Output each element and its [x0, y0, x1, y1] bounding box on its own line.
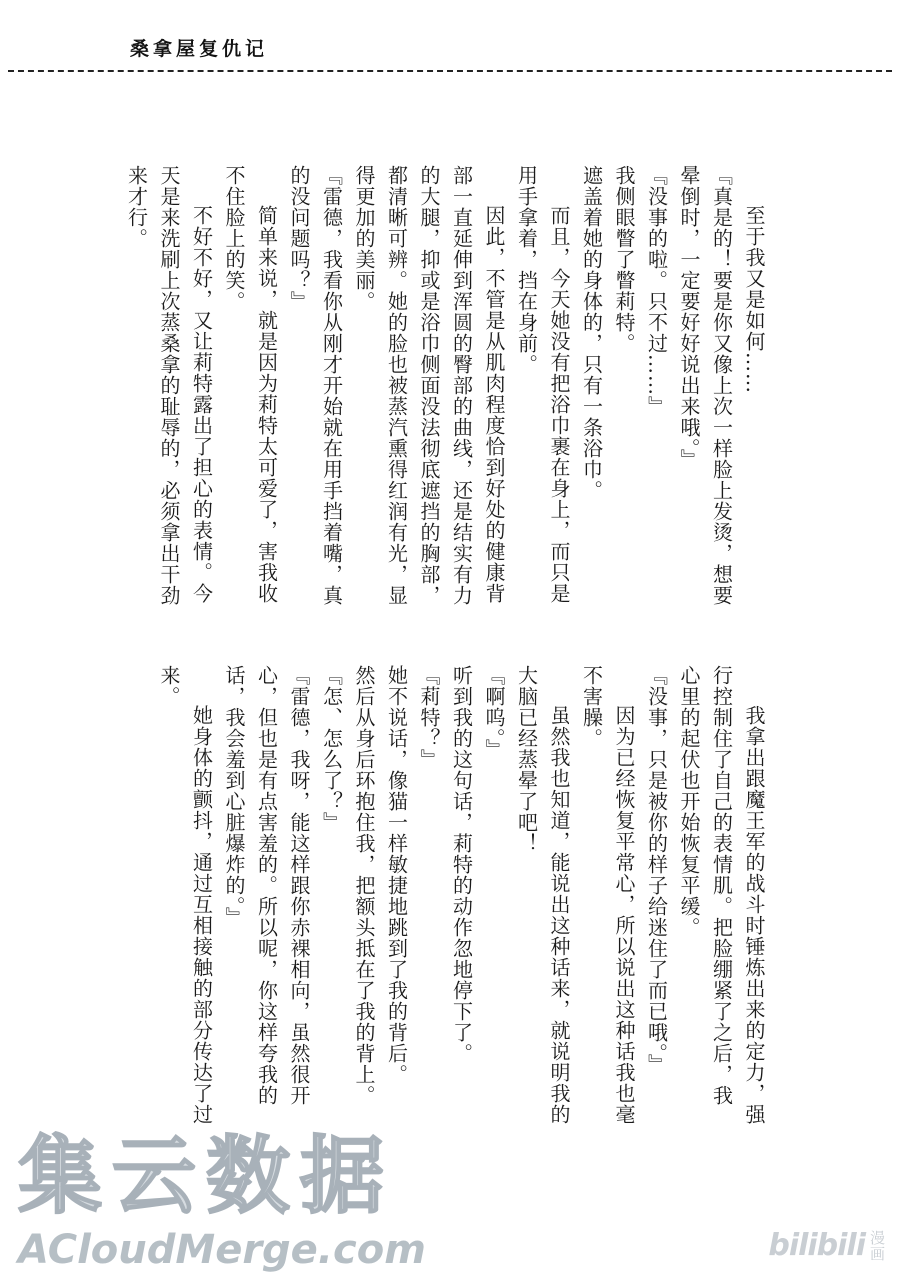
- upper-text-block: [120, 165, 770, 610]
- paragraph: 『雷德，我呀，能这样跟你赤裸相向，虽然很开心，但也是有点害羞的。所以呢，你这样夸我的话，我会羞到心脏爆炸的。』: [222, 665, 311, 1106]
- paragraph: 『啊呜。』: [482, 665, 506, 760]
- paragraph: 不好不好，又让莉特露出了担心的表情。今天是来洗刷上次蒸桑拿的耻辱的，必须拿出干劲来才行。: [124, 165, 214, 606]
- paragraph: 『怎、怎么了？』: [319, 665, 344, 833]
- paragraph: 至于我又是如何……: [742, 205, 766, 394]
- paragraph: 虽然我也知道，能说出这种话来，就说明我的大脑已经蒸晕了吧！: [514, 665, 571, 1125]
- paragraph: 她身体的颤抖，通过互相接触的部分传达了过来。: [157, 665, 214, 1125]
- paragraph: 『没事，只是被你的样子给迷住了而已哦。』: [644, 665, 669, 1075]
- paragraph: 『没事的啦。只不过……』: [644, 165, 669, 417]
- paragraph: 听到我的这句话，莉特的动作忽地停下了。: [449, 665, 474, 1064]
- paragraph: 简单来说，就是因为莉特太可爱了，害我收不住脸上的笑。: [222, 165, 279, 604]
- paragraph: 『真是的！要是你又像上次一样脸上发烫，想要晕倒时，一定要好好说出来哦。』: [677, 165, 734, 606]
- watermark: [18, 1128, 426, 1272]
- watermark-en-text: ACloudMerge.com: [18, 1227, 426, 1273]
- paragraph: 遮盖着她的身体的，只有一条浴巾。: [579, 165, 604, 501]
- bilibili-logo-text: bilibili: [768, 1228, 865, 1263]
- paragraph: 我侧眼瞥了瞥莉特。: [612, 165, 636, 354]
- paragraph: 然后从身后环抱住我，把额头抵在了我的背上。: [352, 665, 376, 1106]
- watermark-cn-text: 集云数据: [18, 1127, 395, 1225]
- paragraph: 我拿出跟魔王军的战斗时锤炼出来的定力，强行控制住了自己的表情肌。把脸绷紧了之后，我心里的起伏也开始恢复平缓。: [677, 665, 766, 1125]
- manga-label: 漫画: [869, 1228, 885, 1263]
- bilibili-manga-logo: [768, 1228, 886, 1263]
- paragraph: 她不说话，像猫一样敏捷地跳到了我的背后。: [384, 665, 409, 1085]
- paragraph: 『雷德，我看你从刚才开始就在用手挡着嘴，真的没问题吗？』: [287, 165, 344, 606]
- paragraph: 『莉特？』: [417, 665, 441, 770]
- header-dashed-divider: [8, 70, 892, 72]
- page-header-title: 桑拿屋复仇记: [130, 38, 269, 60]
- paragraph: 因此，不管是从肌肉程度恰到好处的健康背部一直延伸到浑圆的臀部的曲线，还是结实有力的大腿，抑或是浴巾侧面没法彻底遮挡的胸部，都清晰可辨。她的脸也被蒸汽熏得红润有光，显得更加的美丽。: [352, 165, 506, 606]
- paragraph: 而且，今天她没有把浴巾裹在身上，而只是用手拿着，挡在身前。: [514, 165, 571, 604]
- lower-text-block: [120, 665, 770, 1125]
- paragraph: 因为已经恢复平常心，所以说出这种话我也毫不害臊。: [579, 665, 636, 1125]
